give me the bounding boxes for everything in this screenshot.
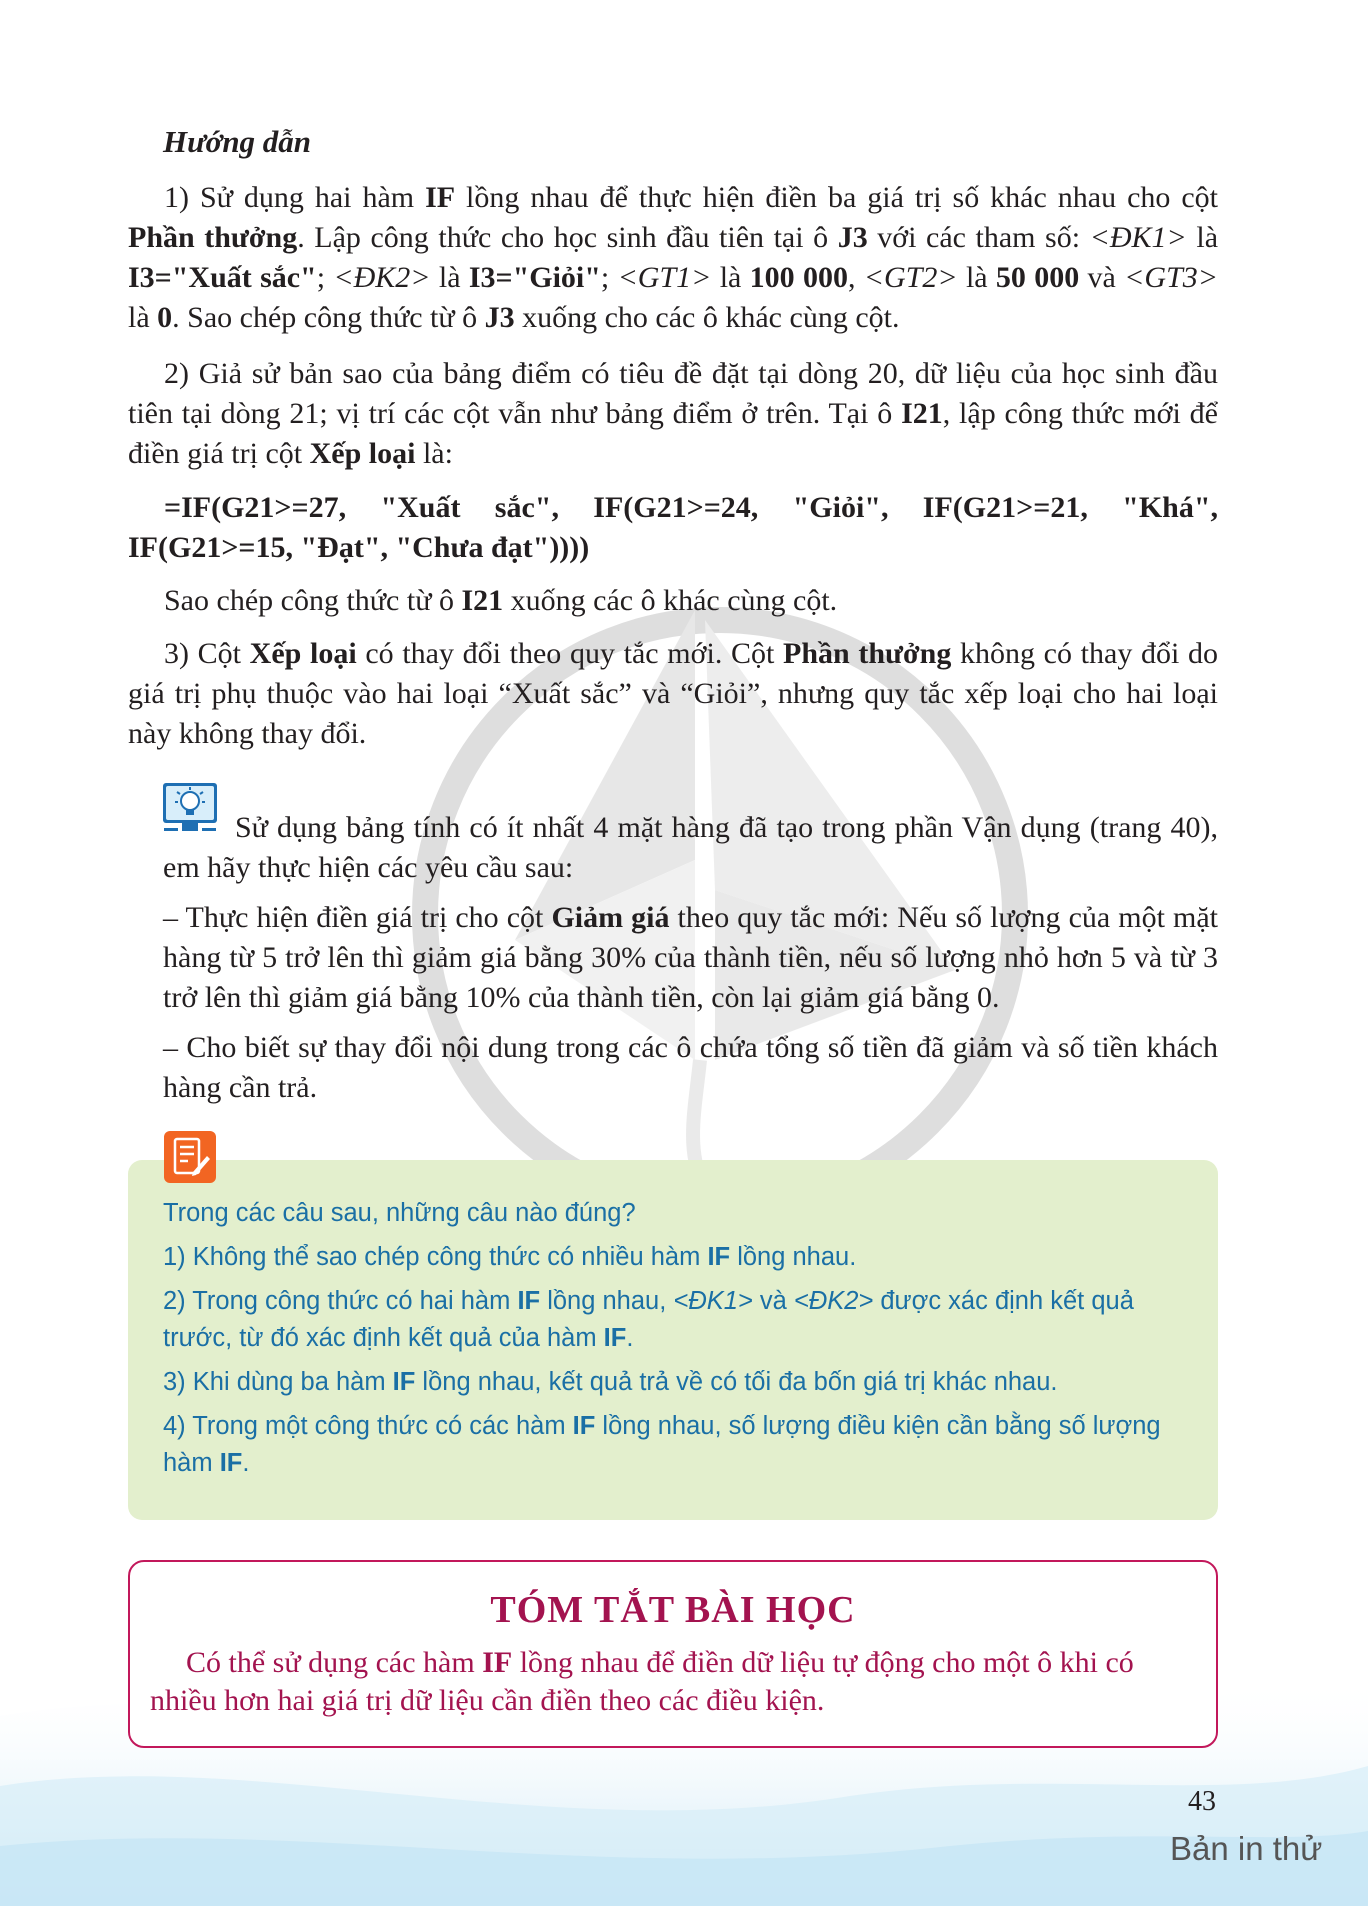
quiz-option-1: 1) Không thể sao chép công thức có nhiều hàm IF lồng nhau.	[163, 1243, 857, 1271]
proof-label: Bản in thử	[1170, 1830, 1323, 1867]
summary-title: TÓM TẮT BÀI HỌC	[490, 1589, 856, 1631]
practice-item-1: – Thực hiện điền giá trị cho cột Giảm giá theo quy tắc mới: Nếu số lượng của một mặt hàng từ 5 trở lên thì giảm giá bằng 30% của thành tiền, nếu số lượng nhỏ hơn 5 và từ 3 trở lên thì giảm giá bằng 10% của thành tiền, còn lại giảm giá bằng 0.	[163, 901, 1219, 1014]
guide-copy-note: Sao chép công thức từ ô I21 xuống các ô khác cùng cột.	[164, 584, 838, 617]
page-number: 43	[1188, 1786, 1216, 1817]
quiz-question: Trong các câu sau, những câu nào đúng?	[163, 1199, 636, 1227]
checklist-icon	[163, 1130, 217, 1184]
quiz-option-4: 4) Trong một công thức có các hàm IF lồng nhau, số lượng điều kiện cần bằng số lượng hàm IF.	[163, 1412, 1161, 1477]
practice-intro: Sử dụng bảng tính có ít nhất 4 mặt hàng đã tạo trong phần Vận dụng (trang 40), em hãy thực hiện các yêu cầu sau:	[163, 811, 1218, 884]
guide-step-1: 1) Sử dụng hai hàm IF lồng nhau để thực hiện điền ba giá trị số khác nhau cho cột Phần thưởng. Lập công thức cho học sinh đầu tiên tại ô J3 với các tham số: <ĐK1> là I3="Xuất sắc"; <ĐK2> là I3="Giỏi"; <GT1> là 100 000, <GT2> là 50 000 và <GT3> là 0. Sao chép công thức từ ô J3 xuống cho các ô khác cùng cột.	[128, 181, 1219, 334]
guide-heading: Hướng dẫn	[163, 124, 312, 159]
summary-text: Có thể sử dụng các hàm IF lồng nhau để điền dữ liệu tự động cho một ô khi có nhiều hơn hai giá trị dữ liệu cần điền theo các điều kiện.	[150, 1646, 1134, 1717]
guide-step-2: 2) Giả sử bản sao của bảng điểm có tiêu đề đặt tại dòng 20, dữ liệu của học sinh đầu tiên tại dòng 21; vị trí các cột vẫn như bảng điểm ở trên. Tại ô I21, lập công thức mới để điền giá trị cột Xếp loại là:	[128, 357, 1218, 470]
guide-step-3: 3) Cột Xếp loại có thay đổi theo quy tắc mới. Cột Phần thưởng không có thay đổi do giá trị phụ thuộc vào hai loại “Xuất sắc” và “Giỏi”, nhưng quy tắc xếp loại cho hai loại này không thay đổi.	[128, 637, 1218, 750]
quiz-option-2: 2) Trong công thức có hai hàm IF lồng nhau, <ĐK1> và <ĐK2> được xác định kết quả trước, từ đó xác định kết quả của hàm IF.	[163, 1287, 1134, 1352]
practice-item-2: – Cho biết sự thay đổi nội dung trong các ô chứa tổng số tiền đã giảm và số tiền khách hàng cần trả.	[163, 1031, 1218, 1104]
quiz-content	[163, 1195, 1193, 1489]
quiz-option-3: 3) Khi dùng ba hàm IF lồng nhau, kết quả trả về có tối đa bốn giá trị khác nhau.	[163, 1368, 1058, 1396]
formula-text: =IF(G21>=27, "Xuất sắc", IF(G21>=24, "Giỏi", IF(G21>=21, "Khá", IF(G21>=15, "Đạt", "Chưa đạt"))))	[128, 491, 1218, 564]
